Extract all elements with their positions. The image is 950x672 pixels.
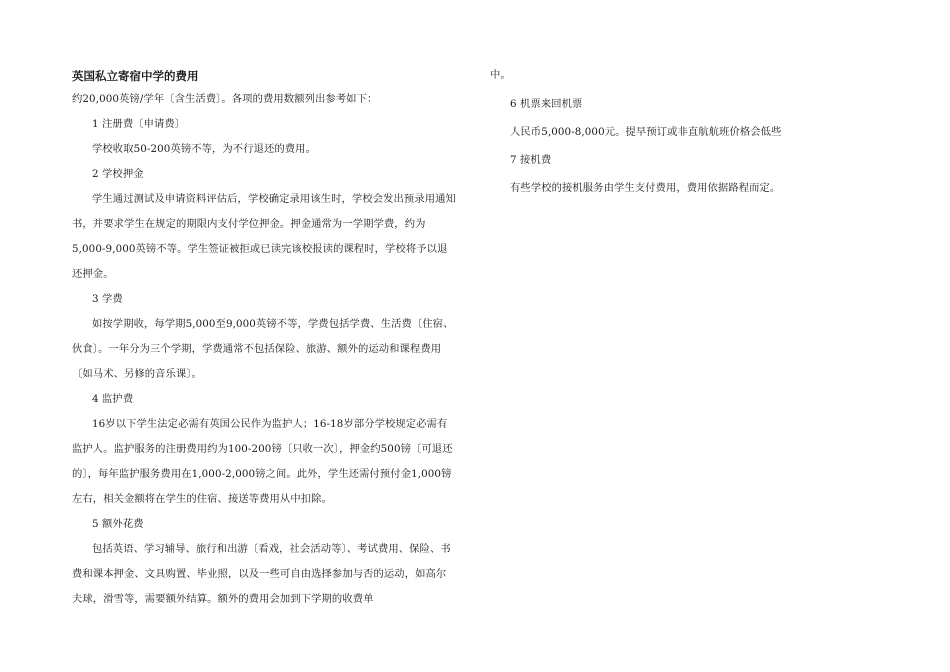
section-body-guardian-fee: 16岁以下学生法定必需有英国公民作为监护人；16-18岁部分学校规定必需有监护人。监护服务的注册费用约为100-200镑〔只收一次〕，押金约500镑〔可退还的〕，每年监护服务费用在1,000-2,000镑之间。此外，学生还需付预付金1,000镑左右，相关金额将在学生的住宿、接送等费用从中扣除。 xyxy=(72,418,453,505)
section-body-tuition: 如按学期收，每学期5,000至9,000英镑不等，学费包括学费、生活费〔住宿、伙食〕。一年分为三个学期，学费通常不包括保险、旅游、额外的运动和课程费用〔如马术、另修的音乐课〕。 xyxy=(72,318,454,380)
section-heading-guardian-fee: 4 监护费 xyxy=(92,393,134,405)
section-body-school-deposit: 学生通过测试及申请资料评估后，学校确定录用该生时，学校会发出预录用通知书，并要求学生在规定的期限内支付学位押金。押金通常为一学期学费，约为5,000-9,000英镑不等。学生签证被拒或已读完该校报读的课程时，学校将予以退还押金。 xyxy=(72,193,456,280)
right-column xyxy=(490,66,820,202)
document-title: 英国私立寄宿中学的费用 xyxy=(72,69,199,83)
left-column xyxy=(72,66,462,612)
section-body-airfare: 人民币5,000-8,000元。提早预订或非直航航班价格会低些 xyxy=(510,126,782,138)
section-heading-tuition: 3 学费 xyxy=(92,293,123,305)
section-heading-registration-fee: 1 注册费〔申请费〕 xyxy=(92,118,186,130)
section-heading-school-deposit: 2 学校押金 xyxy=(92,168,144,180)
section-heading-extra-costs: 5 额外花费 xyxy=(92,518,144,530)
section-body-registration-fee: 学校收取50-200英镑不等，为不行退还的费用。 xyxy=(92,143,316,155)
continuation-text: 中。 xyxy=(490,69,511,81)
section-body-airport-pickup: 有些学校的接机服务由学生支付费用，费用依据路程而定。 xyxy=(510,182,781,194)
section-heading-airfare: 6 机票来回机票 xyxy=(510,98,583,110)
intro-paragraph: 约20,000英镑/学年〔含生活费〕。各项的费用数额列出参考如下： xyxy=(72,93,378,105)
section-heading-airport-pickup: 7 接机费 xyxy=(510,154,552,166)
section-body-extra-costs: 包括英语、学习辅导、旅行和出游〔看戏，社会活动等〕、考试费用、保险、书费和课本押金、文具购置、毕业照，以及一些可自由选择参加与否的运动，如高尔夫球，滑雪等，需要额外结算。额外的费用会加到下学期的收费单 xyxy=(72,543,451,605)
